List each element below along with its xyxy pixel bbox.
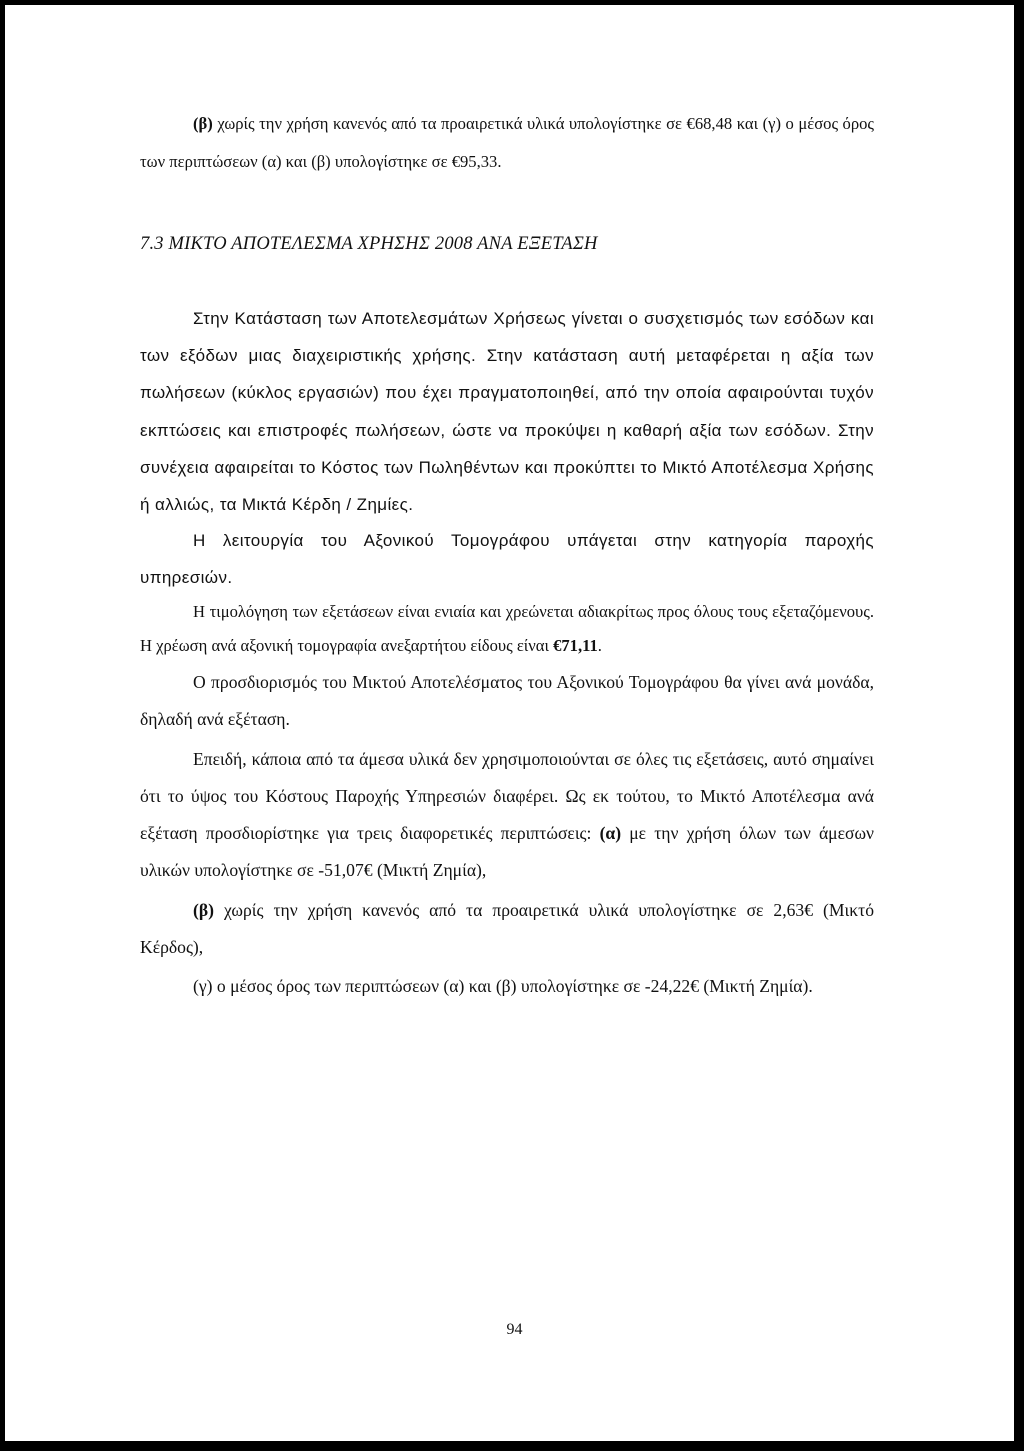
pricing-amount: €71,11: [553, 636, 598, 656]
paragraph-unit-basis: Ο προσδιορισμός του Μικτού Αποτελέσματος του Αξονικού Τομογράφου θα γίνει ανά μονάδα, δηλαδή ανά εξέταση.: [140, 671, 874, 730]
case-a-marker: (α): [599, 823, 622, 844]
intro-text: χωρίς την χρήση κανενός από τα προαιρετικά υλικά υπολογίστηκε σε €68,48 και (γ) ο μέσος όρος των περιπτώσεων (α) και (β) υπολογίστηκε σε €95,33.: [140, 114, 874, 171]
case-a-text: με την χρήση όλων των άμεσων υλικών υπολογίστηκε σε -51,07€ (Μικτή Ζημία),: [140, 823, 874, 881]
page-number: 94: [506, 1321, 523, 1338]
page-content: [140, 105, 874, 1005]
paragraph-cases: [140, 741, 874, 890]
paragraph-income-statement: Στην Κατάσταση των Αποτελεσμάτων Χρήσεως γίνεται ο συσχετισμός των εσόδων και των εξόδων μιας διαχειριστικής χρήσης. Στην κατάσταση αυτή μεταφέρεται η αξία των πωλήσεων (κύκλος εργασιών) που έχει πραγματοποιηθεί, από την οποία αφαιρούνται τυχόν εκπτώσεις και επιστροφές πωλήσεων, ώστε να προκύψει η καθαρή αξία των εσόδων. Στην συνέχεια αφαιρείται το Κόστος των Πωληθέντων και προκύπτει το Μικτό Αποτέλεσμα Χρήσης ή αλλιώς, τα Μικτά Κέρδη / Ζημίες.: [140, 309, 874, 515]
pricing-end: .: [597, 636, 602, 656]
pricing-text: Η τιμολόγηση των εξετάσεων είναι ενιαία και χρεώνεται αδιακρίτως προς όλους τους εξεταζόμενους. Η χρέωση ανά αξονική τομογραφία ανεξαρτήτου είδους είναι: [140, 601, 874, 656]
document-page: [5, 5, 1014, 1441]
case-b-text: χωρίς την χρήση κανενός από τα προαιρετικά υλικά υπολογίστηκε σε 2,63€ (Μικτό Κέρδος),: [140, 899, 874, 957]
marker-b: (β): [193, 114, 213, 133]
section-heading: 7.3 ΜΙΚΤΟ ΑΠΟΤΕΛΕΣΜΑ ΧΡΗΣΗΣ 2008 ΑΝΑ ΕΞΕΤΑΣΗ: [140, 234, 598, 254]
intro-paragraph: [140, 105, 874, 181]
paragraph-service-category: Η λειτουργία του Αξονικού Τομογράφου υπάγεται στην κατηγορία παροχής υπηρεσιών.: [140, 531, 874, 588]
case-b-marker: (β): [193, 899, 214, 920]
cases-text: Επειδή, κάποια από τα άμεσα υλικά δεν χρησιμοποιούνται σε όλες τις εξετάσεις, αυτό σημαίνει ότι το ύψος του Κόστους Παροχής Υπηρεσιών διαφέρει. Ως εκ τούτου, το Μικτό Αποτέλεσμα ανά εξέταση προσδιορίστηκε για τρεις διαφορετικές περιπτώσεις:: [140, 748, 874, 844]
paragraph-case-b: [140, 892, 874, 966]
paragraph-pricing: [140, 595, 874, 664]
paragraph-case-c: (γ) ο μέσος όρος των περιπτώσεων (α) και (β) υπολογίστηκε σε -24,22€ (Μικτή Ζημία).: [193, 976, 813, 997]
